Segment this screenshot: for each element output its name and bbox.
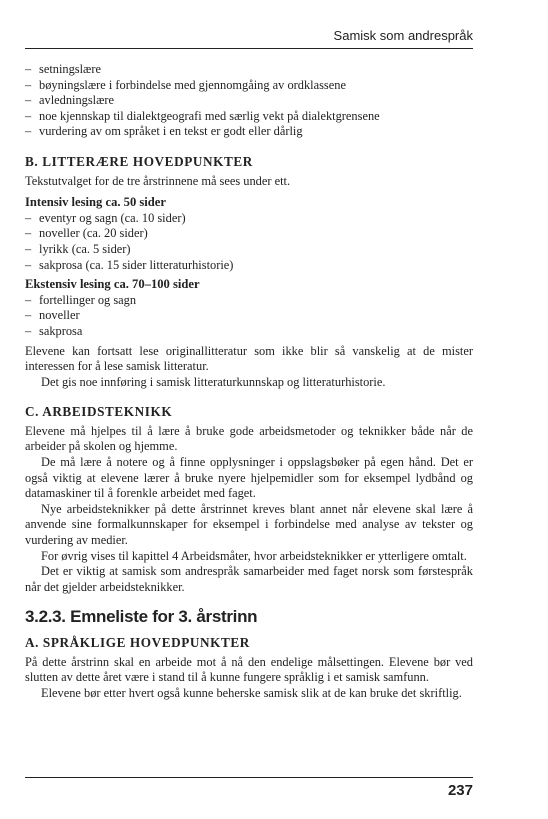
list-item: – lyrikk (ca. 5 sider) (25, 242, 473, 258)
section-a-paragraph: Elevene bør etter hvert også kunne beherske samisk slik at de kan bruke det skriftlig. (41, 685, 462, 700)
list-item: – setningslære (25, 62, 473, 78)
list-item: – vurdering av om språket i en tekst er godt eller dårlig (25, 124, 473, 140)
intensive-list (25, 211, 473, 273)
chapter-title: 3.2.3. Emneliste for 3. årstrinn (25, 607, 258, 627)
section-a-title: A. SPRÅKLIGE HOVEDPUNKTER (25, 635, 250, 650)
page-content (25, 62, 473, 701)
list-item: – fortellinger og sagn (25, 293, 473, 309)
list-item: – noveller (25, 308, 473, 324)
intensive-heading: Intensiv lesing ca. 50 sider (25, 195, 166, 210)
section-b-intro: Tekstutvalget for de tre årstrinnene må sees under ett. (25, 173, 291, 188)
section-b-title: B. LITTERÆRE HOVEDPUNKTER (25, 153, 253, 169)
section-c-paragraph: Nye arbeidsteknikker på dette årstrinnet kreves blant annet når elevene skal lære å anvende sine formalkunnskaper for eksempel i forbindelse med analyse av tekster og vurdering av medier. (25, 501, 473, 548)
intro-list (25, 62, 473, 140)
list-item: – noe kjennskap til dialektgeografi med særlig vekt på dialektgrensene (25, 109, 473, 125)
list-item: – sakprosa (25, 324, 473, 340)
page-number: 237 (447, 782, 473, 799)
section-a-paragraph: På dette årstrinn skal en arbeide mot å nå den endelige målsettingen. Elevene bør ved slutten av dette året være i stand til å kunne fungere språklig i et samisk samfunn. (25, 654, 473, 685)
running-header: Samisk som andrespråk (333, 28, 473, 43)
section-c-paragraph: Det er viktig at samisk som andrespråk samarbeider med faget norsk som førstespråk når det gjelder arbeidsteknikker. (25, 564, 473, 594)
section-c-title: C. ARBEIDSTEKNIKK (25, 404, 173, 420)
section-c-paragraph: Elevene må hjelpes til å lære å bruke gode arbeidsmetoder og teknikker både når de arbeider på skolen og hjemme. (25, 423, 473, 454)
header-rule (25, 48, 473, 49)
section-b-paragraph: Det gis noe innføring i samisk litteraturkunnskap og litteraturhistorie. (41, 374, 386, 389)
section-c-paragraph: De må lære å notere og å finne opplysninger i oppslagsbøker på egen hånd. Det er også viktig at elevene lærer å bruke nyere hjelpemidler som for eksempel lydbånd og datamaskiner til å forenkle arbeidet med faget. (25, 455, 473, 501)
list-item: – avledningslære (25, 93, 473, 109)
extensive-heading: Ekstensiv lesing ca. 70–100 sider (25, 277, 200, 292)
section-c-paragraph: For øvrig vises til kapittel 4 Arbeidsmåter, hvor arbeidsteknikker er ytterligere omtalt. (41, 548, 467, 563)
footer-rule (25, 777, 473, 778)
extensive-list (25, 293, 473, 340)
list-item: – eventyr og sagn (ca. 10 sider) (25, 211, 473, 227)
list-item: – sakprosa (ca. 15 sider litteraturhistorie) (25, 258, 473, 274)
section-b-paragraph: Elevene kan fortsatt lese originallitteratur som ikke blir så vanskelig at de mister interessen for å lese samisk litteratur. (25, 343, 473, 374)
list-item: – noveller (ca. 20 sider) (25, 226, 473, 242)
list-item: – bøyningslære i forbindelse med gjennomgåing av ordklassene (25, 78, 473, 94)
